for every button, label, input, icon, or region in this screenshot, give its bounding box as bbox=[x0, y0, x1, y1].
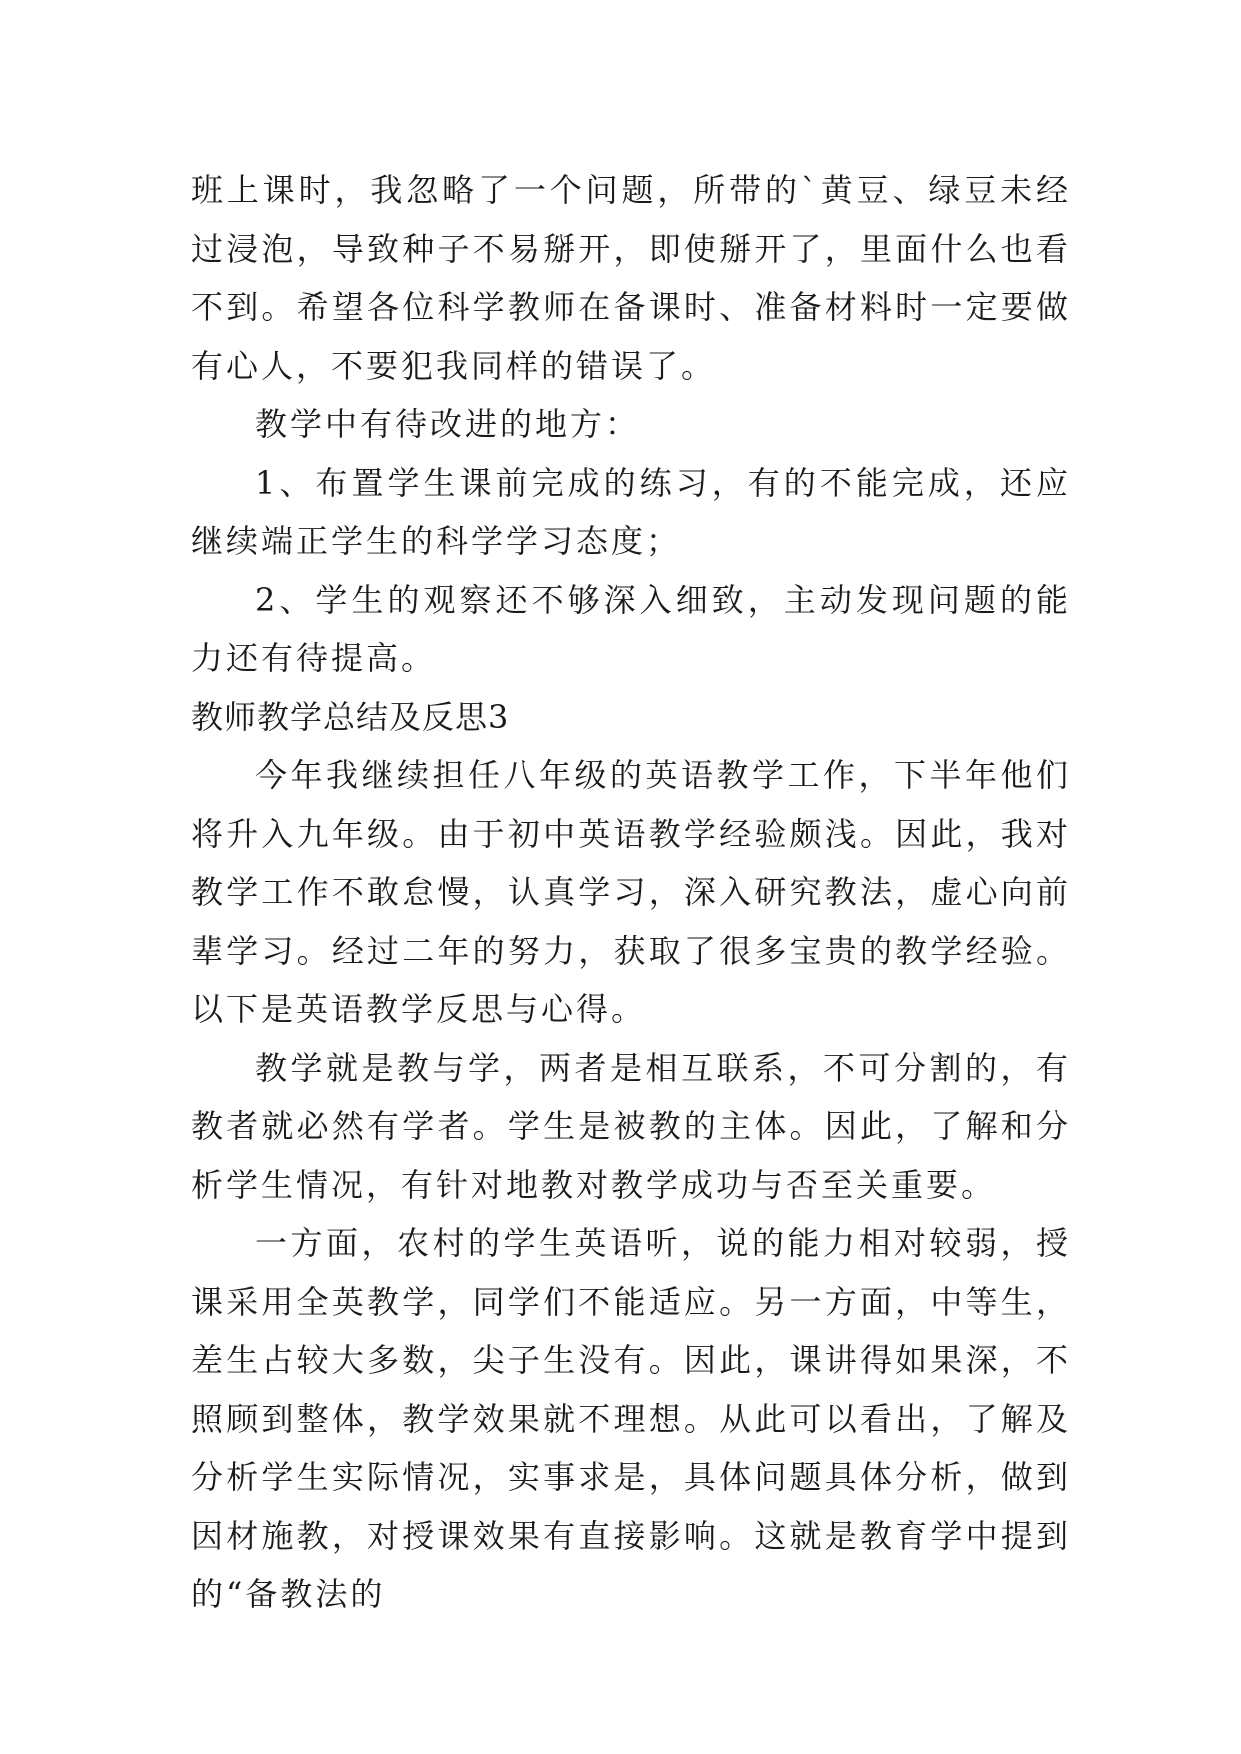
section-heading: 教师教学总结及反思3 bbox=[191, 697, 510, 736]
paragraph: 教学中有待改进的地方： bbox=[255, 405, 641, 443]
document-body bbox=[191, 161, 1071, 1624]
list-item: 2、学生的观察还不够深入细致，主动发现问题的能力还有待提高。 bbox=[191, 580, 1071, 677]
paragraph: 今年我继续担任八年级的英语教学工作，下半年他们将升入九年级。由于初中英语教学经验颇浅。因此，我对教学工作不敢怠慢，认真学习，深入研究教法，虚心向前辈学习。经过二年的努力，获取了很多宝贵的教学经验。以下是英语教学反思与心得。 bbox=[191, 756, 1071, 1028]
paragraph: 班上课时，我忽略了一个问题，所带的`黄豆、绿豆未经过浸泡，导致种子不易掰开，即使掰开了，里面什么也看不到。希望各位科学教师在备课时、准备材料时一定要做有心人，不要犯我同样的错误了。 bbox=[191, 171, 1071, 385]
list-item: 1、布置学生课前完成的练习，有的不能完成，还应继续端正学生的科学学习态度； bbox=[191, 463, 1071, 560]
paragraph: 教学就是教与学，两者是相互联系，不可分割的，有教者就必然有学者。学生是被教的主体。因此，了解和分析学生情况，有针对地教对教学成功与否至关重要。 bbox=[191, 1048, 1071, 1204]
paragraph: 一方面，农村的学生英语听，说的能力相对较弱，授课采用全英教学，同学们不能适应。另一方面，中等生，差生占较大多数，尖子生没有。因此，课讲得如果深，不照顾到整体，教学效果就不理想。从此可以看出，了解及分析学生实际情况，实事求是，具体问题具体分析，做到因材施教，对授课效果有直接影响。这就是教育学中提到的“备教法的 bbox=[191, 1224, 1071, 1613]
